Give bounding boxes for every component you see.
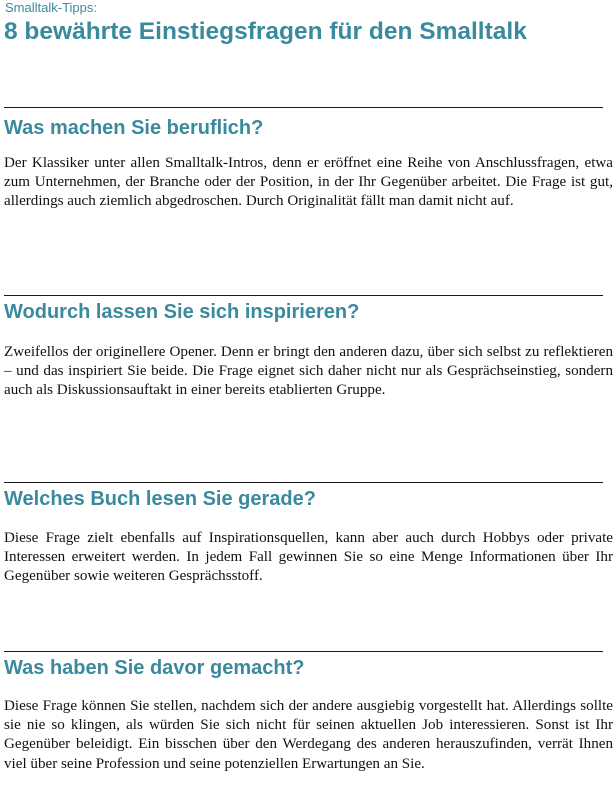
section-divider [4, 651, 603, 652]
section-heading: Wodurch lassen Sie sich inspirieren? [4, 301, 360, 323]
section-body: Zweifellos der originellere Opener. Denn er bringt den anderen dazu, über sich selbst zu reflektieren – und das inspiriert Sie beide. Die Frage eignet sich daher nicht nur als Gesprächseinstieg, sondern auch als Diskussionsauftakt in einer bereits etablierten Gruppe. [4, 344, 613, 399]
section-heading: Was haben Sie davor gemacht? [4, 657, 305, 679]
section-body: Diese Frage zielt ebenfalls auf Inspirationsquellen, kann aber auch durch Hobbys oder private Interessen erweitert werden. In jedem Fall gewinnen Sie so eine Menge Informationen über Ihr Gegenüber sowie weiteren Gesprächsstoff. [4, 530, 613, 585]
section-divider [4, 107, 603, 108]
section-divider [4, 295, 603, 296]
section-heading: Welches Buch lesen Sie gerade? [4, 488, 316, 510]
kicker-label: Smalltalk-Tipps: [5, 0, 97, 15]
section-divider [4, 482, 603, 483]
section-body: Diese Frage können Sie stellen, nachdem sich der andere ausgiebig vorgestellt hat. Allerdings sollte sie nie so klingen, als würden Sie sich nicht für seinen aktuellen Job interessieren. Sonst ist Ihr Gegenüber beleidigt. Ein bisschen über den Werdegang des anderen herauszufinden, verrät Ihnen viel über seine Profession und seine potenziellen Erwartungen an Sie. [4, 698, 613, 772]
section-body: Der Klassiker unter allen Smalltalk-Intros, denn er eröffnet eine Reihe von Anschlussfragen, etwa zum Unternehmen, der Branche oder der Position, in der Ihr Gegenüber arbeitet. Die Frage ist gut, allerdings auch ziemlich abgedroschen. Durch Originalität fällt man damit nicht auf. [4, 155, 613, 210]
section-heading: Was machen Sie beruflich? [4, 117, 264, 139]
page-title: 8 bewährte Einstiegsfragen für den Smalltalk [4, 18, 527, 45]
